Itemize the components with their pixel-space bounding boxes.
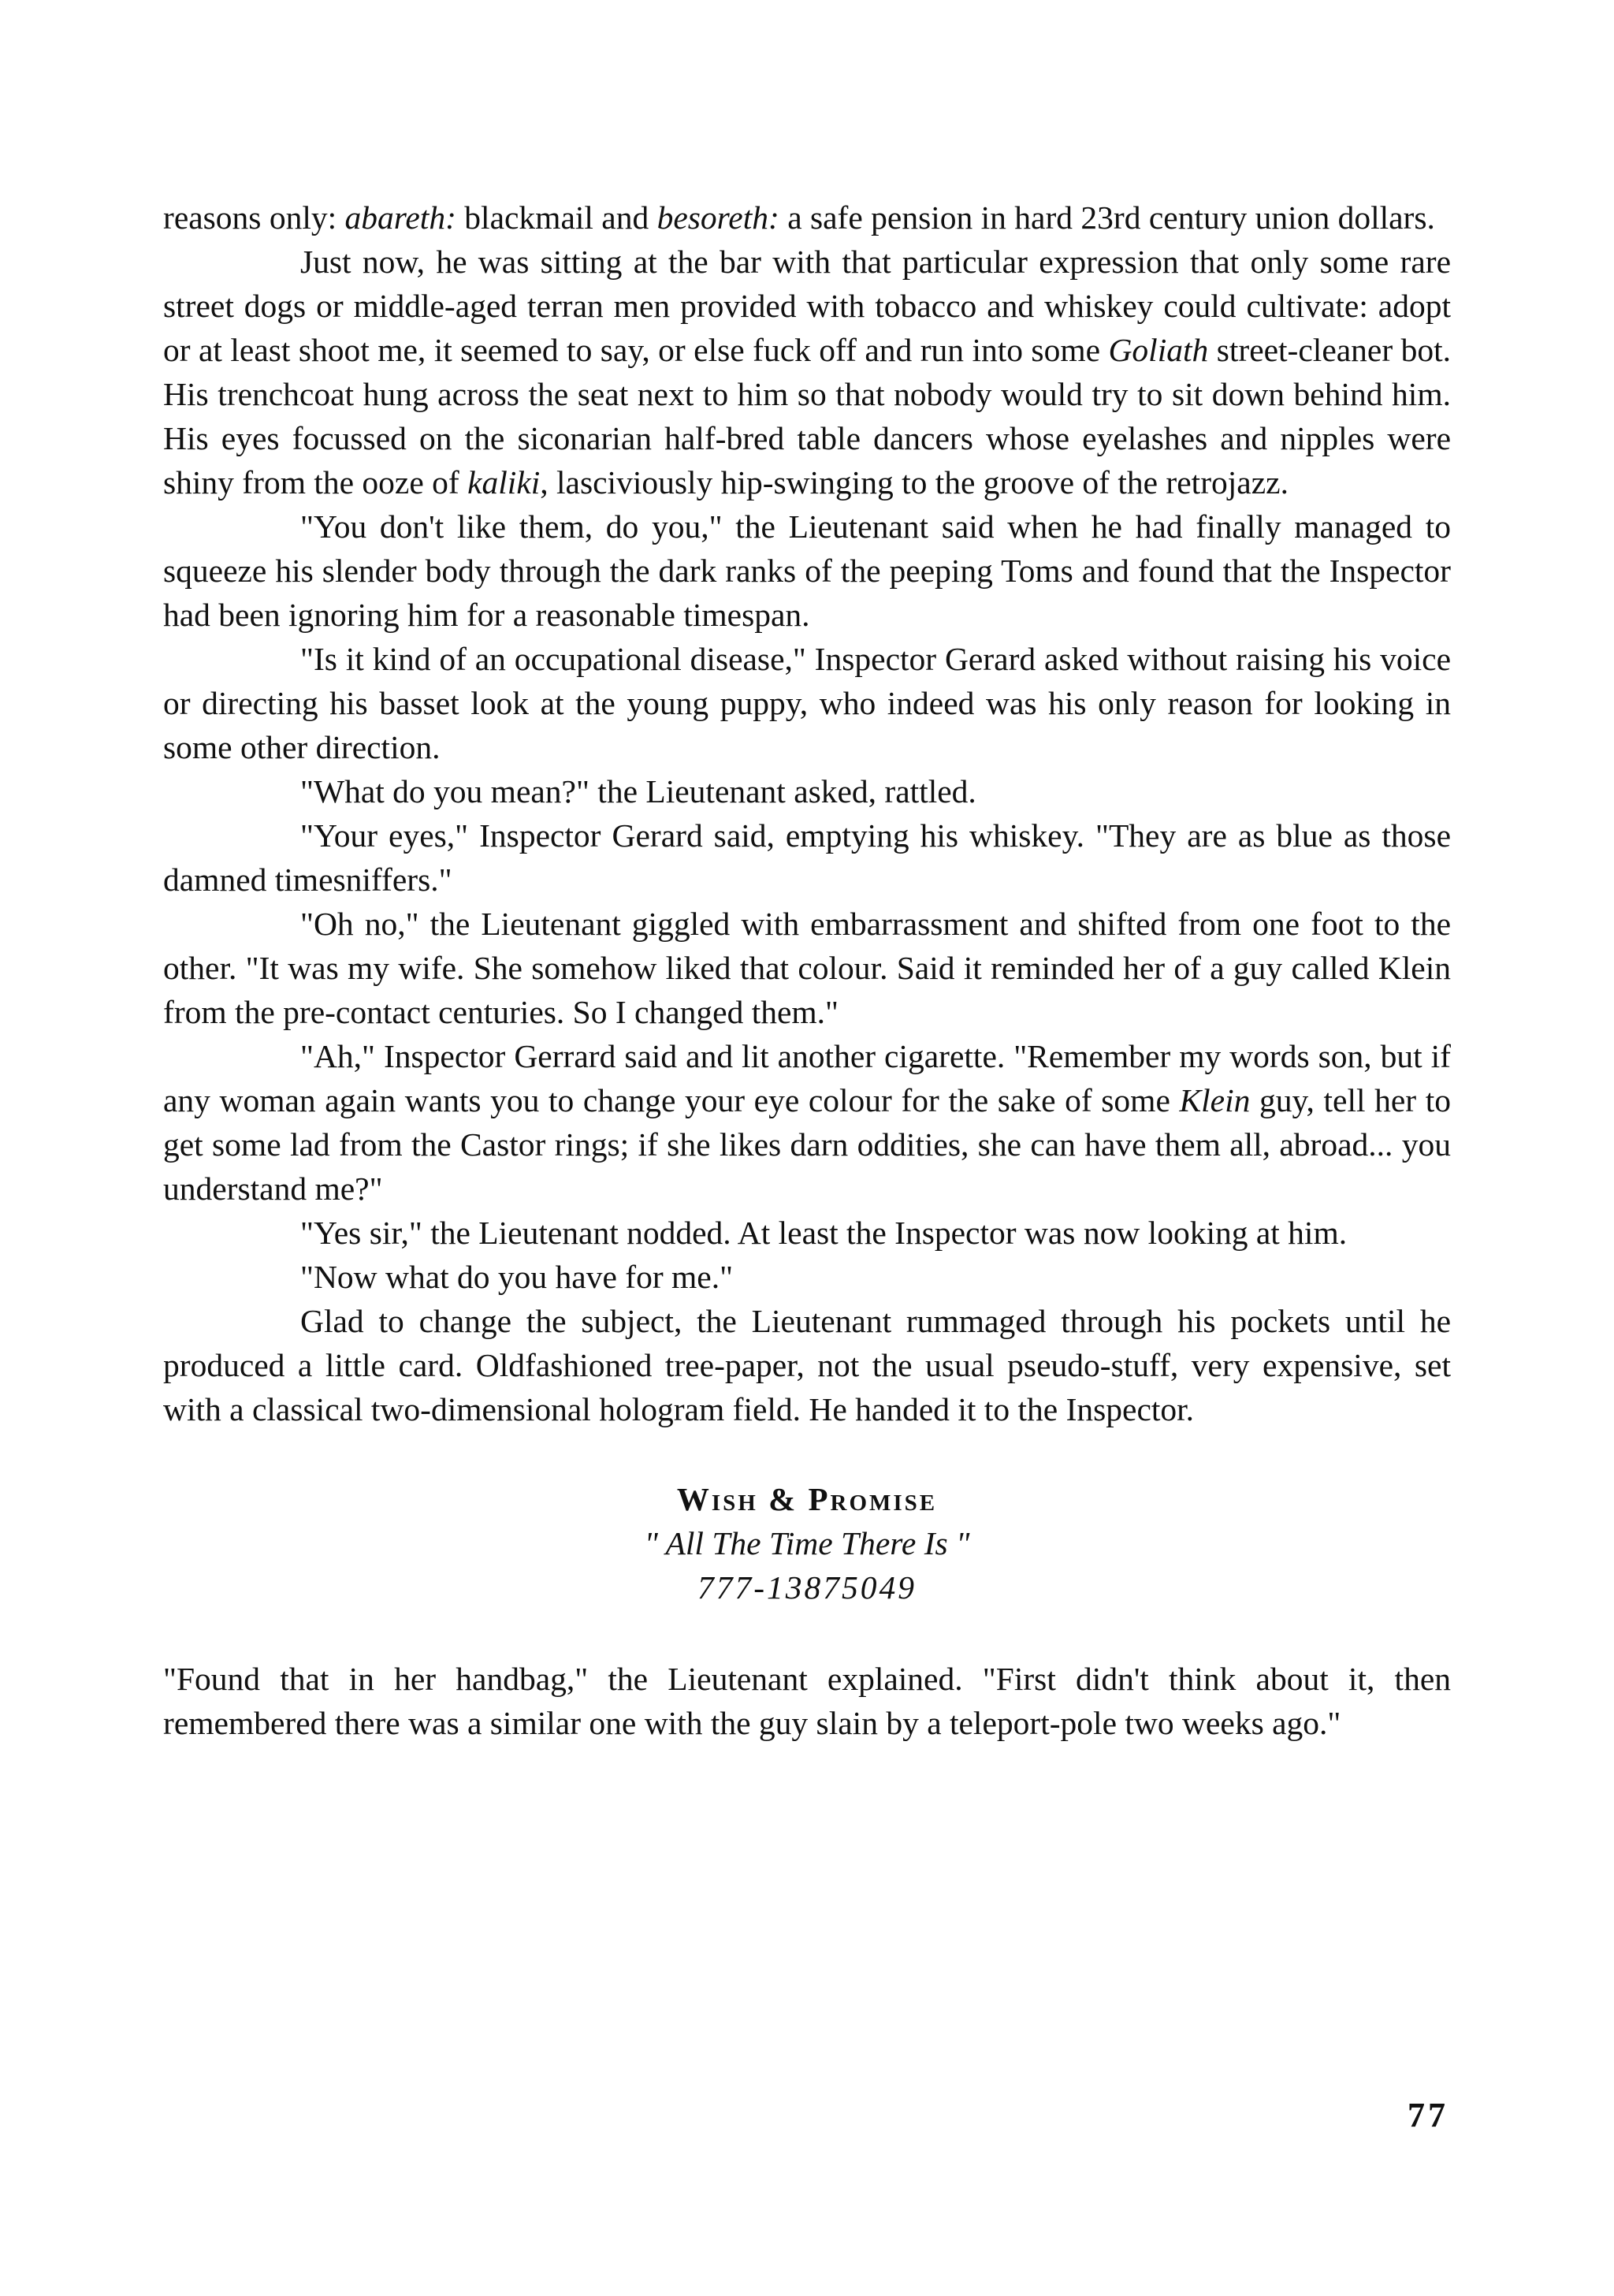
italic-text: besoreth: <box>656 199 779 236</box>
paragraph <box>163 637 1451 769</box>
italic-text: kaliki <box>467 464 541 501</box>
paragraph <box>163 504 1451 637</box>
paragraph <box>163 769 1451 813</box>
italic-text: abareth: <box>344 199 456 236</box>
body-text <box>163 195 1451 1745</box>
paragraph-list <box>163 195 1451 1431</box>
card-title: Wish & Promise <box>676 1481 938 1517</box>
text-run: street-cleaner bot. His trenchcoat hung across the seat next to him so that nobody would try to sit down behind him. His eyes focussed on the siconarian half-bred table dancers whose eyelashes and nipples were shiny from the ooze of <box>163 332 1451 501</box>
text-run: "Yes sir," the Lieutenant nodded. At least the Inspector was now looking at him. <box>300 1215 1348 1251</box>
business-card <box>163 1477 1451 1609</box>
text-run: "Is it kind of an occupational disease," Inspector Gerard asked without raising his voice or directing his basset look at the young puppy, who indeed was his only reason for looking in some other direction. <box>163 641 1451 765</box>
text-run: "Oh no," the Lieutenant giggled with embarrassment and shifted from one foot to the other. "It was my wife. She somehow liked that colour. Said it reminded her of a guy called Klein from the pre-contact centuries. So I changed them." <box>163 906 1451 1030</box>
page-number: 77 <box>1408 2096 1449 2134</box>
italic-text: Klein <box>1179 1082 1251 1118</box>
text-run: "Your eyes," Inspector Gerard said, emptying his whiskey. "They are as blue as those damned timesniffers." <box>163 817 1451 898</box>
text-run: "Now what do you have for me." <box>300 1259 734 1295</box>
text-run: , lasciviously hip-swinging to the groove of the retrojazz. <box>540 464 1289 501</box>
card-tagline: " All The Time There Is " <box>644 1525 970 1561</box>
text-run: guy, tell her to get some lad from the Castor rings; if she likes darn oddities, she can have them all, abroad... you understand me?" <box>163 1082 1451 1207</box>
paragraph <box>163 1034 1451 1211</box>
paragraph <box>163 1211 1451 1255</box>
paragraph <box>163 1299 1451 1431</box>
text-run: blackmail and <box>456 199 657 236</box>
card-phone-number: 777-13875049 <box>697 1569 917 1606</box>
italic-text: Goliath <box>1108 332 1209 368</box>
text-run: Glad to change the subject, the Lieutenant rummaged through his pockets until he produced a little card. Oldfashioned tree-paper, not the usual pseudo-stuff, very expensive, set with a classical two-dimensional hologram field. He handed it to the Inspector. <box>163 1303 1451 1427</box>
paragraph <box>163 813 1451 902</box>
paragraph <box>163 240 1451 504</box>
closing-paragraph: "Found that in her handbag," the Lieutenant explained. "First didn't think about it, then remembered there was a similar one with the guy slain by a teleport-pole two weeks ago." <box>163 1661 1451 1741</box>
text-run: "You don't like them, do you," the Lieutenant said when he had finally managed to squeeze his slender body through the dark ranks of the peeping Toms and found that the Inspector had been ignoring him for a reasonable timespan. <box>163 508 1451 633</box>
paragraph <box>163 1255 1451 1299</box>
text-run: Just now, he was sitting at the bar with that particular expression that only some rare street dogs or middle-aged terran men provided with tobacco and whiskey could cultivate: adopt or at least shoot me, it seemed to say, or else fuck off and run into some <box>163 244 1451 368</box>
paragraph <box>163 902 1451 1034</box>
text-run: "What do you mean?" the Lieutenant asked, rattled. <box>300 773 976 809</box>
text-run: reasons only: <box>163 199 345 236</box>
text-run: a safe pension in hard 23rd century union dollars. <box>779 199 1435 236</box>
paragraph <box>163 195 1451 240</box>
text-run: "Ah," Inspector Gerrard said and lit another cigarette. "Remember my words son, but if any woman again wants you to change your eye colour for the sake of some <box>163 1038 1451 1118</box>
